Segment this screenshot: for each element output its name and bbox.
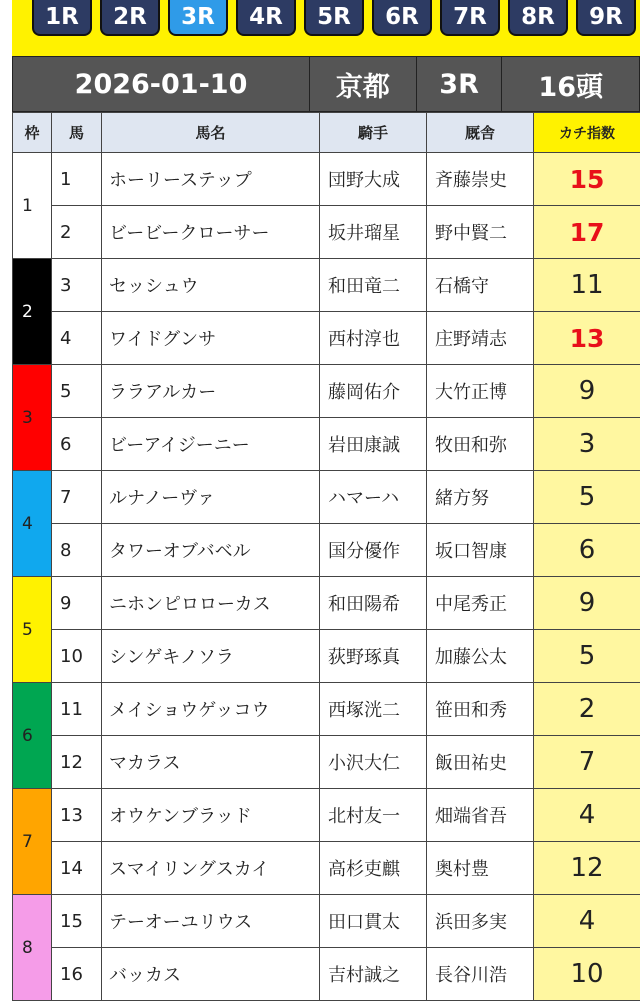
jockey-name: 国分優作 <box>320 524 427 577</box>
horse-name[interactable]: オウケンブラッド <box>102 789 320 842</box>
jockey-name: 西塚洸二 <box>320 683 427 736</box>
waku-cell: 8 <box>13 895 52 1001</box>
kachi-index: 5 <box>534 630 640 683</box>
jockey-name: 和田陽希 <box>320 577 427 630</box>
jockey-name: 吉村誠之 <box>320 948 427 1001</box>
horse-number: 15 <box>52 895 102 948</box>
kachi-index: 10 <box>534 948 640 1001</box>
table-row <box>13 842 640 895</box>
horse-name[interactable]: ルナノーヴァ <box>102 471 320 524</box>
race-tab-8r[interactable]: 8R <box>508 0 568 36</box>
trainer-name: 大竹正博 <box>427 365 534 418</box>
table-row <box>13 736 640 789</box>
table-row <box>13 683 640 736</box>
waku-cell: 5 <box>13 577 52 683</box>
horse-number: 14 <box>52 842 102 895</box>
horse-number: 3 <box>52 259 102 312</box>
col-header-trainer: 厩舎 <box>427 113 534 153</box>
kachi-index: 17 <box>534 206 640 259</box>
trainer-name: 加藤公太 <box>427 630 534 683</box>
race-tab-3r[interactable]: 3R <box>168 0 228 36</box>
runner-count: 16頭 <box>538 71 603 103</box>
race-tab-5r[interactable]: 5R <box>304 0 364 36</box>
waku-cell: 1 <box>13 153 52 259</box>
waku-cell: 6 <box>13 683 52 789</box>
horse-name[interactable]: ビーアイジーニー <box>102 418 320 471</box>
race-tab-1r[interactable]: 1R <box>32 0 92 36</box>
trainer-name: 緒方努 <box>427 471 534 524</box>
horse-number: 4 <box>52 312 102 365</box>
trainer-name: 浜田多実 <box>427 895 534 948</box>
table-row <box>13 630 640 683</box>
horse-number: 12 <box>52 736 102 789</box>
kachi-index: 5 <box>534 471 640 524</box>
horse-number: 5 <box>52 365 102 418</box>
kachi-index: 15 <box>534 153 640 206</box>
horse-name[interactable]: ララアルカー <box>102 365 320 418</box>
horse-name[interactable]: ビービークローサー <box>102 206 320 259</box>
trainer-name: 斉藤崇史 <box>427 153 534 206</box>
horse-name[interactable]: マカラス <box>102 736 320 789</box>
horse-name[interactable]: ワイドグンサ <box>102 312 320 365</box>
jockey-name: 藤岡佑介 <box>320 365 427 418</box>
col-header-num: 馬 <box>52 113 102 153</box>
race-tab-2r[interactable]: 2R <box>100 0 160 36</box>
race-date: 2026-01-10 <box>13 57 310 111</box>
jockey-name: 北村友一 <box>320 789 427 842</box>
table-row <box>13 471 640 524</box>
kachi-index: 6 <box>534 524 640 577</box>
entry-table-body <box>13 153 640 1001</box>
horse-name[interactable]: スマイリングスカイ <box>102 842 320 895</box>
jockey-name: 団野大成 <box>320 153 427 206</box>
horse-number: 7 <box>52 471 102 524</box>
table-row <box>13 312 640 365</box>
horse-number: 13 <box>52 789 102 842</box>
waku-cell: 3 <box>13 365 52 471</box>
kachi-index: 4 <box>534 895 640 948</box>
table-row <box>13 153 640 206</box>
waku-cell: 2 <box>13 259 52 365</box>
horse-number: 8 <box>52 524 102 577</box>
trainer-name: 奥村豊 <box>427 842 534 895</box>
table-row <box>13 524 640 577</box>
table-row <box>13 206 640 259</box>
horse-number: 6 <box>52 418 102 471</box>
trainer-name: 中尾秀正 <box>427 577 534 630</box>
horse-number: 1 <box>52 153 102 206</box>
race-tab-7r[interactable]: 7R <box>440 0 500 36</box>
horse-number: 11 <box>52 683 102 736</box>
col-header-jockey: 騎手 <box>320 113 427 153</box>
table-row <box>13 895 640 948</box>
race-tab-9r[interactable]: 9R <box>576 0 636 36</box>
waku-cell: 7 <box>13 789 52 895</box>
horse-name[interactable]: セッシュウ <box>102 259 320 312</box>
trainer-name: 長谷川浩 <box>427 948 534 1001</box>
waku-cell: 4 <box>13 471 52 577</box>
table-row <box>13 418 640 471</box>
trainer-name: 庄野靖志 <box>427 312 534 365</box>
horse-name[interactable]: ニホンピロローカス <box>102 577 320 630</box>
horse-number: 10 <box>52 630 102 683</box>
kachi-index: 3 <box>534 418 640 471</box>
trainer-name: 石橋守 <box>427 259 534 312</box>
race-tabs <box>32 0 636 36</box>
kachi-index: 13 <box>534 312 640 365</box>
table-header-row <box>13 113 640 153</box>
entry-table <box>12 112 640 1001</box>
jockey-name: 岩田康誠 <box>320 418 427 471</box>
table-row <box>13 789 640 842</box>
horse-number: 16 <box>52 948 102 1001</box>
table-row <box>13 577 640 630</box>
race-venue: 京都 <box>310 57 417 111</box>
trainer-name: 野中賢二 <box>427 206 534 259</box>
race-tab-6r[interactable]: 6R <box>372 0 432 36</box>
horse-number: 9 <box>52 577 102 630</box>
trainer-name: 飯田祐史 <box>427 736 534 789</box>
trainer-name: 牧田和弥 <box>427 418 534 471</box>
horse-name[interactable]: シンゲキノソラ <box>102 630 320 683</box>
kachi-index: 12 <box>534 842 640 895</box>
jockey-name: ハマーハ <box>320 471 427 524</box>
jockey-name: 荻野琢真 <box>320 630 427 683</box>
jockey-name: 田口貫太 <box>320 895 427 948</box>
trainer-name: 坂口智康 <box>427 524 534 577</box>
col-header-name: 馬名 <box>102 113 320 153</box>
jockey-name: 小沢大仁 <box>320 736 427 789</box>
col-header-waku: 枠 <box>13 113 52 153</box>
kachi-index: 4 <box>534 789 640 842</box>
table-row <box>13 365 640 418</box>
kachi-index: 11 <box>534 259 640 312</box>
jockey-name: 高杉吏麒 <box>320 842 427 895</box>
race-number: 3R <box>417 57 503 111</box>
horse-name[interactable]: タワーオブバベル <box>102 524 320 577</box>
col-header-kachi: カチ指数 <box>534 113 640 153</box>
race-header <box>12 56 640 112</box>
kachi-index: 7 <box>534 736 640 789</box>
kachi-index: 2 <box>534 683 640 736</box>
trainer-name: 笹田和秀 <box>427 683 534 736</box>
horse-name[interactable]: テーオーユリウス <box>102 895 320 948</box>
table-row <box>13 259 640 312</box>
jockey-name: 和田竜二 <box>320 259 427 312</box>
horse-name[interactable]: ホーリーステップ <box>102 153 320 206</box>
race-tab-4r[interactable]: 4R <box>236 0 296 36</box>
kachi-index: 9 <box>534 577 640 630</box>
jockey-name: 坂井瑠星 <box>320 206 427 259</box>
trainer-name: 畑端省吾 <box>427 789 534 842</box>
horse-name[interactable]: バッカス <box>102 948 320 1001</box>
table-row <box>13 948 640 1001</box>
horse-number: 2 <box>52 206 102 259</box>
horse-name[interactable]: メイショウゲッコウ <box>102 683 320 736</box>
jockey-name: 西村淳也 <box>320 312 427 365</box>
kachi-index: 9 <box>534 365 640 418</box>
